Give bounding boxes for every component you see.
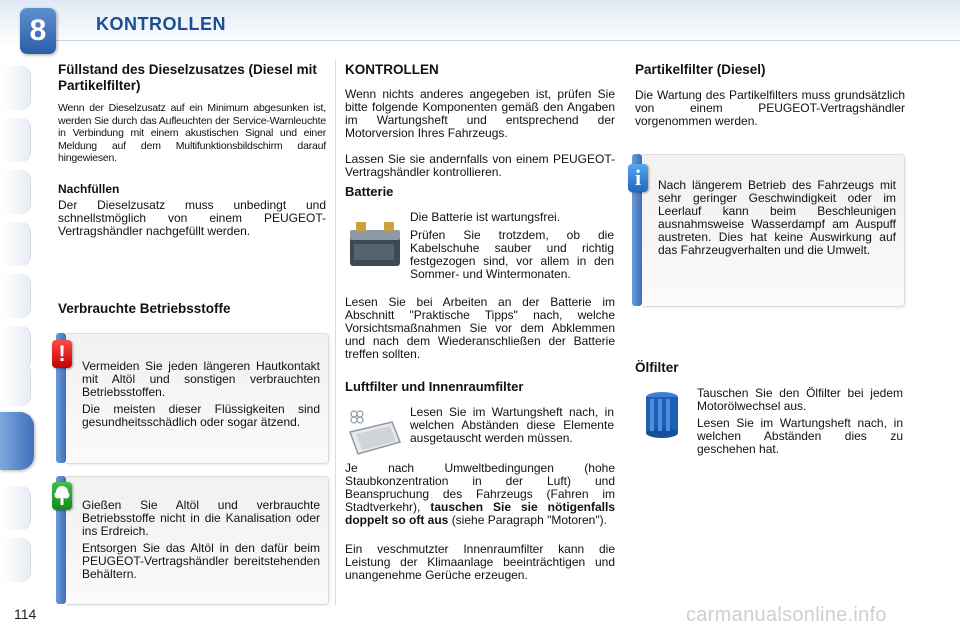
info-note-text: Nach längerem Betrieb des Fahrzeugs mit sehr geringer Geschwindigkeit oder im Leerlauf kann beim Beschleunigen ausnahmsweise Wasserdampf am Auspuff austreten. Dies hat keine Auswirkung auf das Fahrzeugverhalten und die Umwelt. (658, 178, 896, 257)
battery-heading: Batterie (345, 184, 394, 199)
page-number: 114 (14, 606, 37, 622)
chapter-tab-active[interactable] (0, 412, 34, 470)
oil-filter-text-1: Tauschen Sie den Ölfilter bei jedem Motorölwechsel aus. (697, 386, 903, 413)
oil-filter-heading: Ölfilter (635, 360, 679, 375)
chapter-tab-strip (0, 46, 37, 640)
chapter-number-badge: 8 (20, 8, 56, 54)
chapter-tab[interactable] (2, 66, 31, 110)
checks-intro-text-2: Lassen Sie sie andernfalls von einem PEUGEOT-Vertragshändler kontrollieren. (345, 152, 615, 179)
chapter-tab[interactable] (2, 538, 31, 582)
chapter-tab[interactable] (2, 222, 31, 266)
chapter-title: KONTROLLEN (96, 14, 226, 34)
checks-intro-text-1: Wenn nichts anderes angegeben ist, prüfen Sie bitte folgende Komponenten gemäß den Angaben im Wartungsheft und entsprechend der Motorversion Ihres Fahrzeugs. (345, 87, 615, 140)
watermark: carmanualsonline.info (686, 604, 887, 626)
checks-heading: KONTROLLEN (345, 62, 439, 77)
chapter-tab[interactable] (2, 274, 31, 318)
battery-text-3: Lesen Sie bei Arbeiten an der Batterie im Abschnitt "Praktische Tipps" nach, welche Vorsichtsmaßnahmen Sie vor dem Abklemmen und nach dem Wiederanschließen der Batterie treffen sollten. (345, 295, 615, 361)
chapter-tab[interactable] (2, 486, 31, 530)
battery-text-1: Die Batterie ist wartungsfrei. (410, 210, 561, 224)
refill-heading: Nachfüllen (58, 182, 120, 196)
air-filter-text-2: Je nach Umweltbedingungen (hohe Staubkonzentration in der Luft) und Beanspruchung des Fahrzeugs (Fahren im Stadtverkehr), tauschen Sie sie nötigenfalls doppelt so oft aus (siehe Paragraph "Motoren"). (345, 461, 615, 527)
chapter-tab[interactable] (2, 170, 31, 214)
environment-note-text-2: Entsorgen Sie das Altöl in den dafür beim PEUGEOT-Vertragshändler bereitstehenden Behältern. (82, 541, 320, 581)
particle-filter-heading: Partikelfilter (Diesel) (635, 62, 766, 77)
info-icon: i (628, 164, 648, 192)
refill-text: Der Dieselzusatz muss unbedingt und schnellstmöglich von einem PEUGEOT-Vertragshändler nachgefüllt werden. (58, 198, 326, 238)
used-fluids-heading: Verbrauchte Betriebsstoffe (58, 301, 231, 316)
warning-note-text-2: Die meisten dieser Flüssigkeiten sind gesundheitsschädlich oder sogar ätzend. (82, 402, 320, 429)
chapter-tab[interactable] (2, 362, 31, 406)
air-filter-text-1: Lesen Sie im Wartungsheft nach, in welchen Abständen diese Elemente ausgetauscht werden müssen. (410, 405, 614, 445)
additive-level-heading: Füllstand des Dieselzusatzes (Diesel mit Partikelfilter) (58, 62, 317, 93)
air-filter-text-3: Ein veschmutzter Innenraumfilter kann die Leistung der Klimaanlage beeinträchtigen und unangenehme Gerüche erzeugen. (345, 542, 615, 582)
header-divider (40, 40, 960, 41)
warning-note-text-1: Vermeiden Sie jeden längeren Hautkontakt mit Altöl und sonstigen verbrauchten Betriebsstoffen. (82, 359, 320, 399)
oil-filter-text-2: Lesen Sie im Wartungsheft nach, in welchen Abständen dies zu geschehen hat. (697, 416, 903, 456)
environment-note-text-1: Gießen Sie Altöl und verbrauchte Betriebsstoffe nicht in die Kanalisation oder ins Erdreich. (82, 498, 320, 538)
column-divider (335, 60, 336, 605)
warning-icon: ! (52, 340, 72, 368)
particle-filter-text: Die Wartung des Partikelfilters muss grundsätzlich von einem PEUGEOT-Vertragshändler vorgenommen werden. (635, 88, 905, 128)
air-filter-icon (344, 408, 404, 462)
air-filter-heading: Luftfilter und Innenraumfilter (345, 379, 524, 394)
additive-level-text: Wenn der Dieselzusatz auf ein Minimum abgesunken ist, werden Sie durch das Aufleuchten der Service-Warnleuchte in Verbindung mit einem akustischen Signal und einer Meldung auf dem Multifunktionsbildschirm darauf hingewiesen. (58, 102, 326, 164)
battery-icon (344, 216, 404, 270)
chapter-tab[interactable] (2, 118, 31, 162)
battery-text-2: Prüfen Sie trotzdem, ob die Kabelschuhe sauber und richtig festgezogen sind, vor allem in den Sommer- und Wintermonaten. (410, 228, 614, 281)
tree-icon (52, 482, 72, 510)
oil-filter-icon (640, 390, 684, 440)
